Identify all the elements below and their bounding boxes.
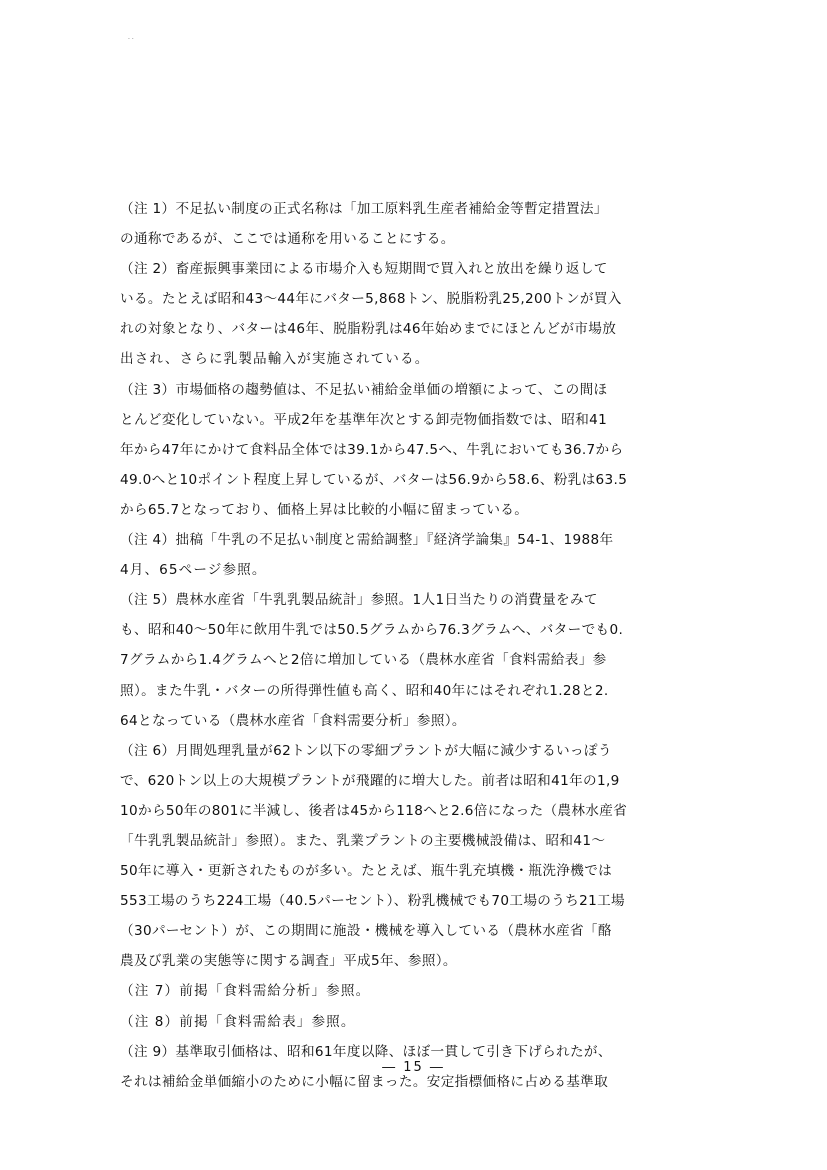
note-line: 50年に導入・更新されたものが多い。たとえば、瓶牛乳充填機・瓶洗浄機では <box>120 863 613 880</box>
note-line: 7グラムから1.4グラムへと2倍に増加している（農林水産省「食料需給表」参 <box>120 652 607 669</box>
note-line: 49.0へと10ポイント程度上昇しているが、バターは56.9から58.6、粉乳は63.5 <box>120 471 628 488</box>
footnotes-block <box>120 194 720 1097</box>
note-line: （注 1）不足払い制度の正式名称は「加工原料乳生産者補給金等暫定措置法」 <box>120 201 608 217</box>
note-line: 4月、65ページ参照。 <box>120 562 267 579</box>
note-line: で、620トン以上の大規模プラントが飛躍的に増大した。前者は昭和41年の1,9 <box>120 772 620 789</box>
note-line: （30パーセント）が、この期間に施設・機械を導入している（農林水産省「酪 <box>120 923 612 940</box>
note-line: 照）。また牛乳・バターの所得弾性値も高く、昭和40年にはそれぞれ1.28と2. <box>120 682 609 699</box>
note-line: 出され、さらに乳製品輸入が実施されている。 <box>120 351 430 368</box>
note-line: 64となっている（農林水産省「食料需要分析」参照）。 <box>120 712 466 729</box>
note-line: 10から50年の801に半減し、後者は45から118へと2.6倍になった（農林水産省 <box>120 802 628 819</box>
note-line: （注 9）基準取引価格は、昭和61年度以降、ほぼ一貫して引き下げられたが、 <box>120 1043 612 1060</box>
note-line: それは補給金単価縮小のために小幅に留まった。安定指標価格に占める基準取 <box>120 1073 609 1090</box>
note-line: 「牛乳乳製品統計」参照）。また、乳業プラントの主要機械設備は、昭和41～ <box>120 832 606 849</box>
note-line: （注 6）月間処理乳量が62トン以下の零細プラントが大幅に減少するいっぽう <box>120 742 612 759</box>
note-line: （注 2）畜産振興事業団による市場介入も短期間で買入れと放出を繰り返して <box>120 261 608 278</box>
scan-specks: · · <box>128 36 134 43</box>
note-line: （注 8）前掲「食料需給表」参照。 <box>120 1013 356 1030</box>
note-line: れの対象となり、バターは46年、脱脂粉乳は46年始めまでにほとんどが市場放 <box>120 321 617 338</box>
note-line: いる。たとえば昭和43～44年にバター5,868トン、脱脂粉乳25,200トンが買入 <box>120 291 622 308</box>
note-line: 年から47年にかけて食料品全体では39.1から47.5へ、牛乳においても36.7から <box>120 441 624 458</box>
note-line: 553工場のうち224工場（40.5パーセント）、粉乳機械でも70工場のうち21工場 <box>120 893 626 910</box>
note-line: も、昭和40～50年に飲用牛乳では50.5グラムから76.3グラムへ、バターでも0. <box>120 622 624 639</box>
note-line: の通称であるが、ここでは通称を用いることにする。 <box>120 231 455 248</box>
note-line: （注 4）拙稿「牛乳の不足払い制度と需給調整」『経済学論集』54-1、1988年 <box>120 532 614 549</box>
note-line: （注 3）市場価格の趨勢値は、不足払い補給金単価の増額によって、この間ほ <box>120 381 608 398</box>
note-line: （注 7）前掲「食料需給分析」参照。 <box>120 983 371 1000</box>
page-number: ― 15 ― <box>382 1060 445 1075</box>
note-line: 農及び乳業の実態等に関する調査」平成5年、参照）。 <box>120 953 457 970</box>
note-line: とんど変化していない。平成2年を基準年次とする卸売物価指数では、昭和41 <box>120 411 608 428</box>
note-line: （注 5）農林水産省「牛乳乳製品統計」参照。1人1日当たりの消費量をみて <box>120 592 598 609</box>
note-line: から65.7となっており、価格上昇は比較的小幅に留まっている。 <box>120 501 529 518</box>
